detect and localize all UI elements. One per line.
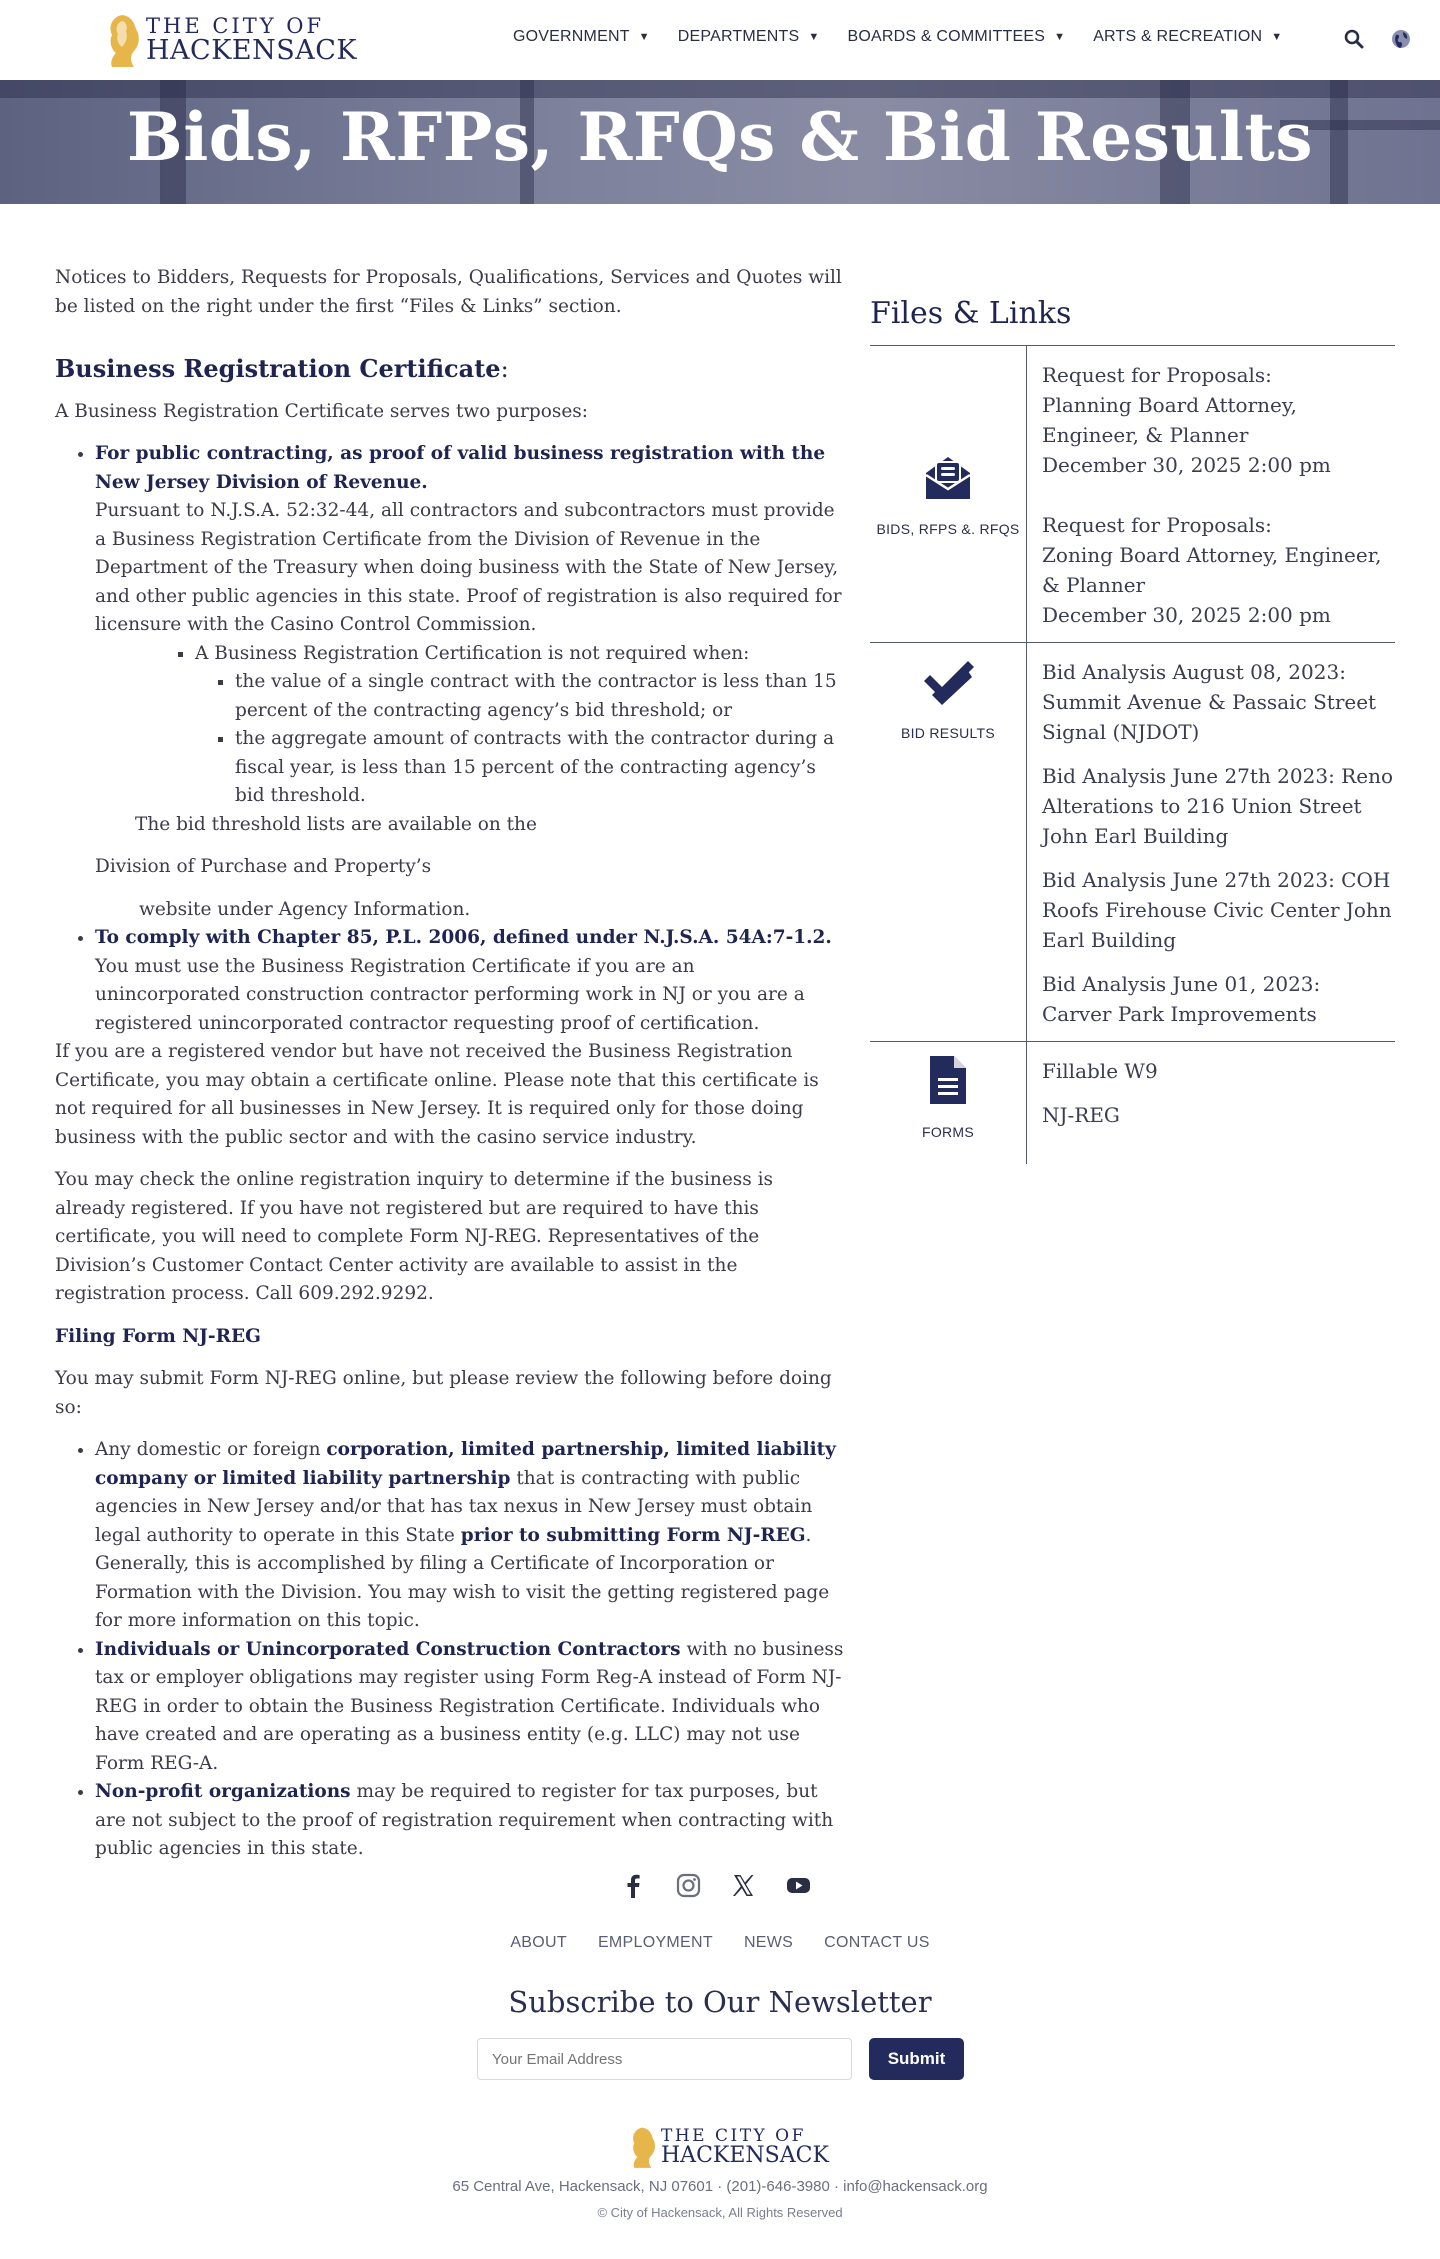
site-header	[0, 0, 1440, 81]
sidebar-section-bids	[870, 345, 1395, 642]
threshold-line3: website under Agency Information.	[139, 898, 471, 920]
link-line: Request for Proposals:	[1042, 513, 1272, 537]
bid-analysis-link[interactable]: Bid Analysis June 27th 2023: COH Roofs Firehouse Civic Center John Earl Building	[1042, 868, 1392, 952]
footer-link-about[interactable]: ABOUT	[510, 1934, 567, 1951]
fillable-w9-link[interactable]: Fillable W9	[1042, 1059, 1158, 1083]
b1-pre: Any domestic or foreign	[95, 1439, 327, 1460]
envelope-document-icon	[922, 451, 974, 507]
main-nav	[513, 28, 1310, 46]
b1-post: . Generally, this is accomplished by filing a Certificate of Incorporation or Formation with the Division. You may wish to visit the getting registered page for more information on this topic.	[95, 1524, 830, 1631]
newsletter-email-input[interactable]	[477, 2038, 852, 2080]
intro-text: Notices to Bidders, Requests for Proposals, Qualifications, Services and Quotes will be listed on the right under the first “Files & Links” section.	[55, 267, 842, 317]
rfp-planning-board-link[interactable]	[1042, 360, 1395, 480]
globe-icon[interactable]	[1390, 28, 1412, 50]
hero-banner	[0, 80, 1440, 204]
nav-label: ARTS & RECREATION	[1093, 28, 1263, 45]
footer-address: 65 Central Ave, Hackensack, NJ 07601 · (201)-646-3980 · info@hackensack.org	[452, 2178, 988, 2195]
social-links	[620, 1872, 812, 1903]
sidebar-category	[870, 346, 1027, 642]
registered-vendor-text: If you are a registered vendor but have not received the Business Registration Certificate, you may obtain a certificate online. Please note that this certificate is not required for all businesses in New Jersey. It is required only for those doing business with the public sector and with the casino service industry.	[55, 1041, 819, 1148]
footer-nav	[0, 1934, 1440, 1952]
list-item: ▪ the aggregate amount of contracts with the contractor during a fiscal year, is less than 15 percent of the contracting agency’s bid threshold.	[235, 725, 845, 811]
list-item	[195, 640, 845, 811]
nav-government[interactable]	[513, 28, 650, 46]
chevron-down-icon: ▼	[808, 31, 820, 43]
sidebar-links	[1027, 1042, 1395, 1164]
newsletter-submit-button[interactable]: Submit	[869, 2038, 964, 2080]
link-line: December 30, 2025 2:00 pm	[1042, 603, 1331, 627]
brc-intro: A Business Registration Certificate serves two purposes:	[55, 400, 589, 422]
logo-text	[146, 16, 357, 64]
list-item	[95, 440, 845, 924]
site-logo[interactable]	[100, 10, 358, 70]
footer-link-news[interactable]: NEWS	[743, 1934, 794, 1951]
footer-link-contact-us[interactable]: CONTACT US	[824, 1934, 930, 1951]
footer-logo-text	[661, 2125, 829, 2168]
link-line: Request for Proposals:	[1042, 363, 1272, 387]
nj-reg-link[interactable]: NJ-REG	[1042, 1103, 1120, 1127]
purpose-list	[55, 440, 845, 1038]
sidebar-links	[1027, 346, 1395, 642]
b1-mid: that is contracting with public agencies in New Jersey and/or that has tax nexus in New Jersey must obtain legal authority to operate in this State	[95, 1467, 813, 1546]
chevron-down-icon: ▼	[638, 31, 650, 43]
category-label: BIDS, RFPS &. RFQS	[876, 521, 1020, 537]
search-icon[interactable]	[1343, 28, 1365, 50]
footer-logo[interactable]	[625, 2122, 829, 2172]
not-required-sublist	[195, 668, 845, 811]
logo-line2: HACKENSACK	[146, 35, 358, 66]
b3-bold: Non-profit organizations	[95, 1781, 351, 1802]
hero-bg-shape	[0, 80, 1440, 98]
list-item: ▪ the value of a single contract with the contractor is less than 15 percent of the contracting agency’s bid threshold; or	[235, 668, 845, 725]
list-item	[95, 924, 845, 1038]
facebook-icon[interactable]	[620, 1872, 647, 1903]
list-item	[95, 1778, 845, 1864]
instagram-icon[interactable]	[675, 1872, 702, 1903]
filing-intro: You may submit Form NJ-REG online, but please review the following before doing so:	[55, 1368, 832, 1418]
not-required-list	[95, 640, 845, 811]
filing-list	[55, 1436, 845, 1864]
nav-label: DEPARTMENTS	[677, 28, 800, 45]
b1-bold1: corporation, limited partnership, limited liability company or limited liability partnership	[95, 1439, 836, 1489]
threshold-link[interactable]: Division of Purchase and Property’s	[95, 856, 432, 877]
main-content	[55, 264, 845, 1864]
footer-link-employment[interactable]: EMPLOYMENT	[597, 1934, 713, 1951]
brc-heading-colon: :	[500, 355, 509, 383]
list-item	[95, 1436, 845, 1636]
chevron-down-icon: ▼	[1271, 31, 1283, 43]
bid-analysis-link[interactable]: Bid Analysis June 27th 2023: Reno Alterations to 216 Union Street John Earl Building	[1042, 764, 1393, 848]
b3-text: may be required to register for tax purposes, but are not subject to the proof of registration requirement when contracting with public agencies in this state.	[95, 1781, 834, 1859]
filing-heading: Filing Form NJ-REG	[55, 1325, 261, 1347]
purpose1-text: Pursuant to N.J.S.A. 52:32-44, all contractors and subcontractors must provide a Business Registration Certificate from the Division of Revenue in the Department of the Treasury when doing business with the State of New Jersey, and other public agencies in this state. Proof of registration is also required for licensure with the Casino Control Commission.	[95, 500, 842, 635]
category-label: FORMS	[921, 1124, 975, 1140]
link-line: Zoning Board Attorney, Engineer, & Planner	[1042, 543, 1382, 597]
logo-emblem-icon	[625, 2123, 659, 2171]
logo-line1: THE CITY OF	[146, 14, 325, 38]
document-icon	[928, 1054, 968, 1110]
nav-label: GOVERNMENT	[513, 28, 630, 45]
sidebar-category	[870, 1042, 1027, 1164]
brc-heading	[55, 355, 845, 384]
b2-bold: Individuals or Unincorporated Construction Contractors	[95, 1638, 681, 1660]
sidebar-category	[870, 643, 1027, 1041]
sidebar-section-forms	[870, 1041, 1395, 1164]
footer-logo-line1: THE CITY OF	[661, 2125, 806, 2146]
x-icon[interactable]	[730, 1872, 757, 1903]
bid-analysis-link[interactable]: Bid Analysis August 08, 2023: Summit Avenue & Passaic Street Signal (NJDOT)	[1042, 660, 1377, 744]
logo-emblem-icon	[100, 11, 144, 69]
link-line: December 30, 2025 2:00 pm	[1042, 453, 1331, 477]
not-required-text: A Business Registration Certification is not required when:	[195, 642, 750, 664]
footer-logo-line2: HACKENSACK	[661, 2142, 829, 2168]
nav-departments[interactable]	[678, 28, 820, 46]
files-links-sidebar	[870, 296, 1395, 1164]
sidebar-links	[1027, 643, 1395, 1041]
nav-arts-recreation[interactable]	[1093, 28, 1282, 46]
purpose1-title: For public contracting, as proof of valid business registration with the New Jersey Division of Revenue.	[95, 443, 826, 493]
bid-analysis-link[interactable]: Bid Analysis June 01, 2023: Carver Park Improvements	[1042, 972, 1321, 1026]
nav-boards-committees[interactable]	[847, 28, 1065, 46]
footer-copyright: © City of Hackensack, All Rights Reserved	[597, 2205, 843, 2220]
chevron-down-icon: ▼	[1054, 31, 1066, 43]
purpose2-text: You must use the Business Registration Certificate if you are an unincorporated construction contractor performing work in NJ or you are a registered unincorporated contractor requesting proof of certification.	[95, 955, 805, 1034]
sidebar-title: Files & Links	[870, 296, 1072, 331]
purpose2-title: To comply with Chapter 85, P.L. 2006, defined under N.J.S.A. 54A:7-1.2.	[95, 927, 832, 948]
brc-heading-text: Business Registration Certificate	[55, 354, 501, 383]
threshold-line1: The bid threshold lists are available on the	[135, 813, 537, 835]
nav-label: BOARDS & COMMITTEES	[847, 28, 1046, 45]
newsletter-title: Subscribe to Our Newsletter	[508, 1985, 932, 2019]
b2-text: with no business tax or employer obligations may register using Form Reg-A instead of Form NJ-REG in order to obtain the Business Registration Certificate. Individuals who have created and are operating as a business entity (e.g. LLC) may not use Form REG-A.	[95, 1638, 844, 1774]
b1-bold2: prior to submitting Form NJ-REG	[460, 1524, 806, 1546]
list-item	[95, 1636, 845, 1779]
youtube-icon[interactable]	[785, 1872, 812, 1903]
check-online-text: You may check the online registration inquiry to determine if the business is already registered. If you have not registered but are required to have this certificate, you will need to complete Form NJ-REG. Representatives of the Division’s Customer Contact Center activity are available to assist in the registration process. Call 609.292.9292.	[55, 1169, 774, 1304]
page-title: Bids, RFPs, RFQs & Bid Results	[126, 98, 1314, 176]
sidebar-section-bid-results	[870, 642, 1395, 1041]
link-line: Planning Board Attorney, Engineer, & Planner	[1042, 393, 1297, 447]
category-label: BID RESULTS	[900, 725, 996, 741]
double-check-icon	[922, 657, 974, 711]
rfp-zoning-board-link[interactable]	[1042, 510, 1395, 630]
